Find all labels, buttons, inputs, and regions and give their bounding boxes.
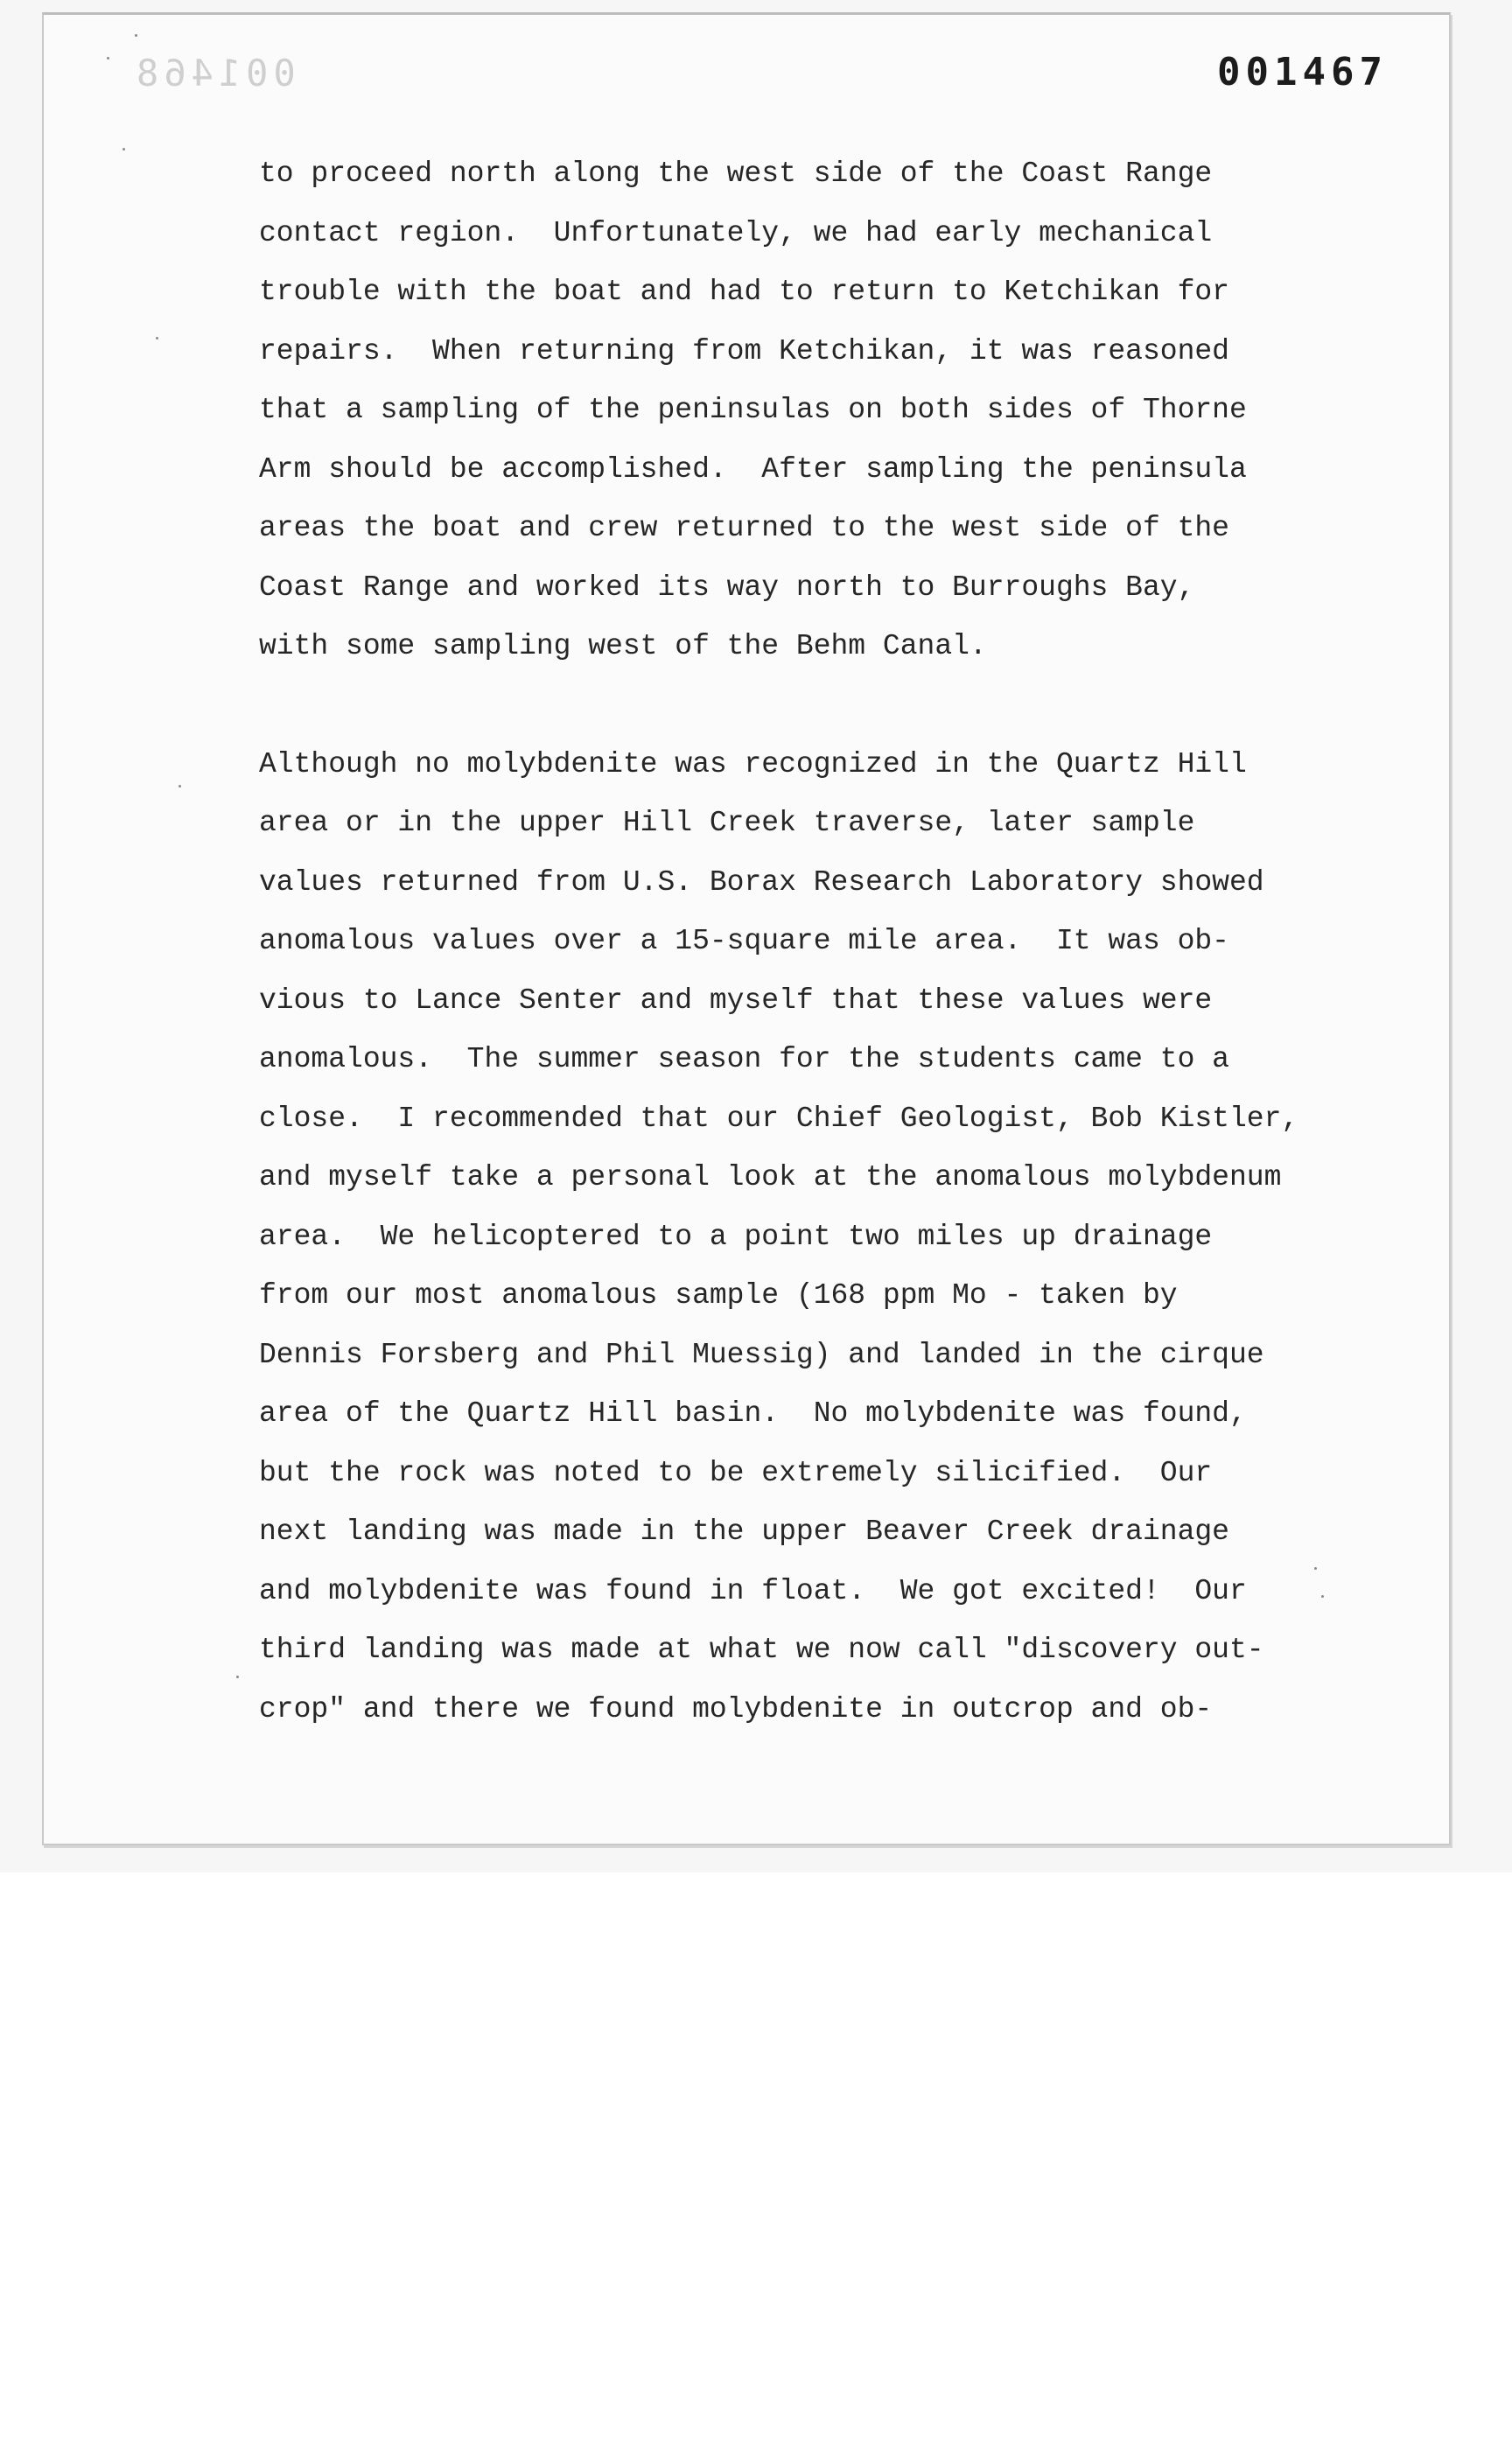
page-number: 001467 [1217,50,1388,94]
text-line: area or in the upper Hill Creek traverse, later sample [259,807,1195,839]
text-line: next landing was made in the upper Beaver Creek drainage [259,1516,1229,1548]
document-page [42,12,1451,1845]
text-line: and molybdenite was found in float. We got excited! Our [259,1574,1247,1607]
text-line: crop" and there we found molybdenite in outcrop and ob- [259,1692,1213,1726]
text-line: third landing was made at what we now call "discovery out- [259,1634,1264,1666]
scan-speck [156,337,158,340]
text-line: Although no molybdenite was recognized in the Quartz Hill [259,747,1247,780]
text-line: Dennis Forsberg and Phil Muessig) and landed in the cirque [259,1338,1264,1371]
text-line: from our most anomalous sample (168 ppm Mo - taken by [259,1279,1178,1312]
paragraph-1 [259,144,1432,676]
bleed-through-page-number: 001468 [131,52,296,94]
text-line: to proceed north along the west side of the Coast Range [259,158,1213,190]
text-line: trouble with the boat and had to return to Ketchikan for [259,276,1229,308]
text-line: close. I recommended that our Chief Geologist, Bob Kistler, [259,1102,1299,1135]
scan-speck [178,785,181,788]
text-line: that a sampling of the peninsulas on both sides of Thorne [259,394,1247,426]
paragraph-spacer [259,676,1432,735]
scan-speck [122,148,125,150]
text-line: vious to Lance Senter and myself that these values were [259,984,1213,1017]
text-line: Coast Range and worked its way north to Burroughs Bay, [259,570,1195,604]
text-line: with some sampling west of the Behm Canal. [259,630,987,662]
text-line: values returned from U.S. Borax Research Laboratory showed [259,865,1264,899]
scan-speck [236,1676,239,1678]
text-line: repairs. When returning from Ketchikan, it was reasoned [259,334,1229,368]
text-line: anomalous values over a 15-square mile area. It was ob- [259,925,1229,957]
scan-speck [135,34,137,37]
text-line: Arm should be accomplished. After sampling the peninsula [259,452,1247,486]
text-line: but the rock was noted to be extremely silicified. Our [259,1456,1213,1489]
text-line: area of the Quartz Hill basin. No molybdenite was found, [259,1397,1247,1430]
paragraph-2 [259,735,1432,1740]
text-line: anomalous. The summer season for the students came to a [259,1043,1229,1075]
scan-speck [107,57,109,60]
text-line: and myself take a personal look at the anomalous molybdenum [259,1161,1282,1194]
text-line: areas the boat and crew returned to the west side of the [259,512,1229,544]
text-line: area. We helicoptered to a point two miles up drainage [259,1220,1213,1253]
text-line: contact region. Unfortunately, we had early mechanical [259,216,1213,249]
body-text [259,144,1432,1739]
